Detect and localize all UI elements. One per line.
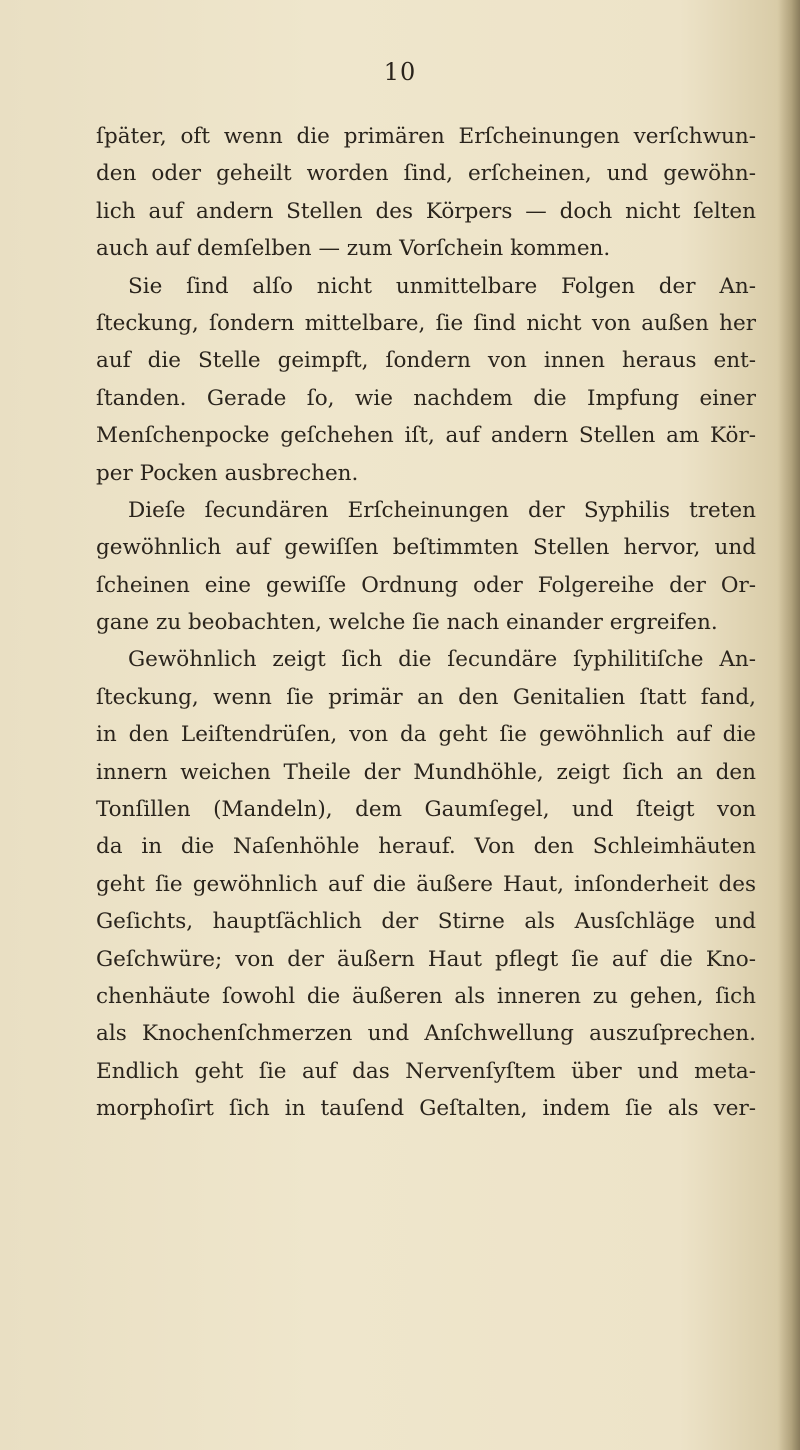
text-line: in den Leiſtendrüſen, von da geht ſie gewöhnlich auf die (96, 722, 756, 748)
text-line: Geſichts, hauptſächlich der Stirne als Ausſchläge und (96, 909, 756, 935)
text-line: Sie ſind alſo nicht unmittelbare Folgen der An- (128, 273, 756, 299)
text-line: da in die Naſenhöhle herauf. Von den Schleimhäuten (96, 834, 756, 860)
text-line: morphoſirt ſich in tauſend Geſtalten, indem ſie als ver- (96, 1096, 756, 1122)
text-line: gane zu beobachten, welche ſie nach einander ergreifen. (96, 610, 718, 636)
text-line: Dieſe ſecundären Erſcheinungen der Syphilis treten (128, 497, 756, 523)
text-line: lich auf andern Stellen des Körpers — doch nicht ſelten (96, 198, 756, 224)
text-line: den oder geheilt worden ſind, erſcheinen, und gewöhn- (96, 161, 756, 187)
text-line: ſteckung, ſondern mittelbare, ſie ſind nicht von außen her (96, 310, 756, 336)
text-line: Tonſillen (Mandeln), dem Gaumſegel, und ſteigt von (96, 797, 756, 823)
page-number: 10 (383, 58, 417, 86)
text-line: Gewöhnlich zeigt ſich die ſecundäre ſyphilitiſche An- (128, 647, 756, 673)
text-line: auf die Stelle geimpft, ſondern von innen heraus ent- (96, 348, 756, 374)
text-line: als Knochenſchmerzen und Anſchwellung auszuſprechen. (96, 1021, 756, 1047)
text-line: geht ſie gewöhnlich auf die äußere Haut, inſonderheit des (96, 871, 756, 897)
text-line: Menſchenpocke geſchehen iſt, auf andern Stellen am Kör- (96, 423, 756, 449)
text-line: innern weichen Theile der Mundhöhle, zeigt ſich an den (96, 759, 756, 785)
page-edge-shadow (778, 0, 800, 1450)
text-line: Endlich geht ſie auf das Nervenſyſtem über und meta- (96, 1058, 756, 1084)
text-line: chenhäute ſowohl die äußeren als inneren zu gehen, ſich (96, 983, 756, 1009)
text-line: per Pocken ausbrechen. (96, 460, 359, 486)
text-line: auch auf demſelben — zum Vorſchein kommen. (96, 236, 611, 262)
text-line: ſpäter, oft wenn die primären Erſcheinungen verſchwun- (96, 124, 756, 149)
text-line: gewöhnlich auf gewiſſen beſtimmten Stellen hervor, und (96, 535, 756, 561)
text-line: ſcheinen eine gewiſſe Ordnung oder Folgereihe der Or- (96, 572, 756, 598)
text-line: ſteckung, wenn ſie primär an den Genitalien ſtatt fand, (96, 684, 756, 710)
text-line: ſtanden. Gerade ſo, wie nachdem die Impfung einer (96, 385, 756, 411)
text-line: Geſchwüre; von der äußern Haut pflegt ſie auf die Kno- (96, 946, 756, 972)
body-text (96, 118, 756, 1128)
